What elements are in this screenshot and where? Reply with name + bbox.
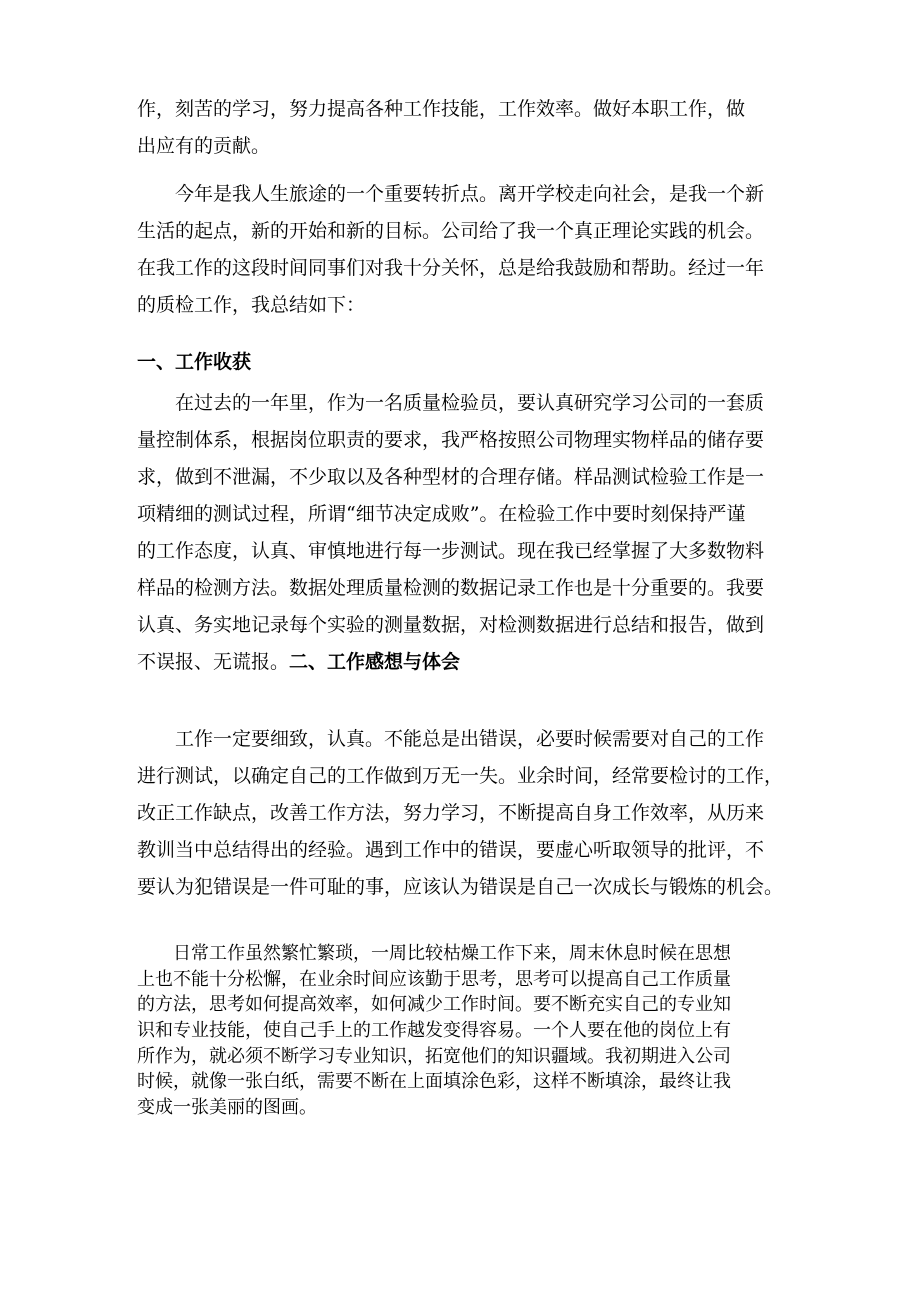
text-line: 进行测试，以确定自己的工作做到万无一失。业余时间，经常要检讨的工作， [137,765,784,787]
text-line: 求，做到不泄漏，不少取以及各种型材的合理存储。样品测试检验工作是一 [137,466,765,488]
text-line: 生活的起点，新的开始和新的目标。公司给了我一个真正理论实践的机会。 [137,220,765,242]
text-line: 的方法，思考如何提高效率，如何减少工作时间。要不断充实自己的专业知 [137,994,731,1016]
text-line: 样品的检测方法。数据处理质量检测的数据记录工作也是十分重要的。我要 [137,577,765,599]
section-heading-1-block [137,344,797,381]
section-heading-work-gains: 一、工作收获 [137,351,252,373]
text-line: 量控制体系，根据岗位职责的要求，我严格按照公司物理实物样品的储存要 [137,429,765,451]
text-fragment: 不误报、无谎报。 [137,651,290,673]
paragraph-3 [137,385,797,681]
paragraph-4 [137,721,797,906]
text-line: 在我工作的这段时间同事们对我十分关怀，总是给我鼓励和帮助。经过一年 [137,257,765,279]
text-line: 时候，就像一张白纸，需要不断在上面填涂色彩，这样不断填涂，最终让我 [137,1071,731,1093]
text-line: 日常工作虽然繁忙繁琐，一周比较枯燥工作下来，周末休息时候在思想 [137,943,731,964]
text-line: 教训当中总结得出的经验。遇到工作中的错误，要虚心听取领导的批评，不 [137,839,765,861]
text-line: 出应有的贡献。 [137,135,271,157]
text-line: 要认为犯错误是一件可耻的事，应该认为错误是自己一次成长与锻炼的机会。 [137,876,784,898]
text-line: 所作为，就必须不断学习专业知识，拓宽他们的知识疆域。我初期进入公司 [137,1045,731,1067]
text-line: 的质检工作，我总结如下： [137,294,366,316]
text-line: 项精细的测试过程，所谓“细节决定成败”。在检验工作中要时刻保持严谨 [137,503,746,525]
text-line: 认真、务实地记录每个实验的测量数据，对检测数据进行总结和报告，做到 [137,614,765,636]
text-line: 变成一张美丽的图画。 [137,1097,317,1119]
text-line: 工作一定要细致，认真。不能总是出错误，必要时候需要对自己的工作 [137,728,765,750]
text-line: 改正工作缺点，改善工作方法，努力学习，不断提高自身工作效率，从历来 [137,802,765,824]
paragraph-1 [137,91,797,165]
text-line: 作，刻苦的学习，努力提高各种工作技能，工作效率。做好本职工作，做 [137,98,746,120]
text-line: 在过去的一年里，作为一名质量检验员，要认真研究学习公司的一套质 [137,392,765,414]
text-line: 今年是我人生旅途的一个重要转折点。离开学校走向社会，是我一个新 [137,183,765,205]
text-line: 的工作态度，认真、审慎地进行每一步测试。现在我已经掌握了大多数物料 [137,540,765,562]
paragraph-2 [137,176,797,324]
paragraph-5 [137,941,797,1121]
text-line: 识和专业技能，使自己手上的工作越发变得容易。一个人要在他的岗位上有 [137,1020,731,1042]
text-line: 上也不能十分松懈，在业余时间应该勤于思考，思考可以提高自己工作质量 [137,968,731,990]
section-heading-reflections: 二、工作感想与体会 [289,651,461,673]
text-line-with-heading [137,644,797,681]
